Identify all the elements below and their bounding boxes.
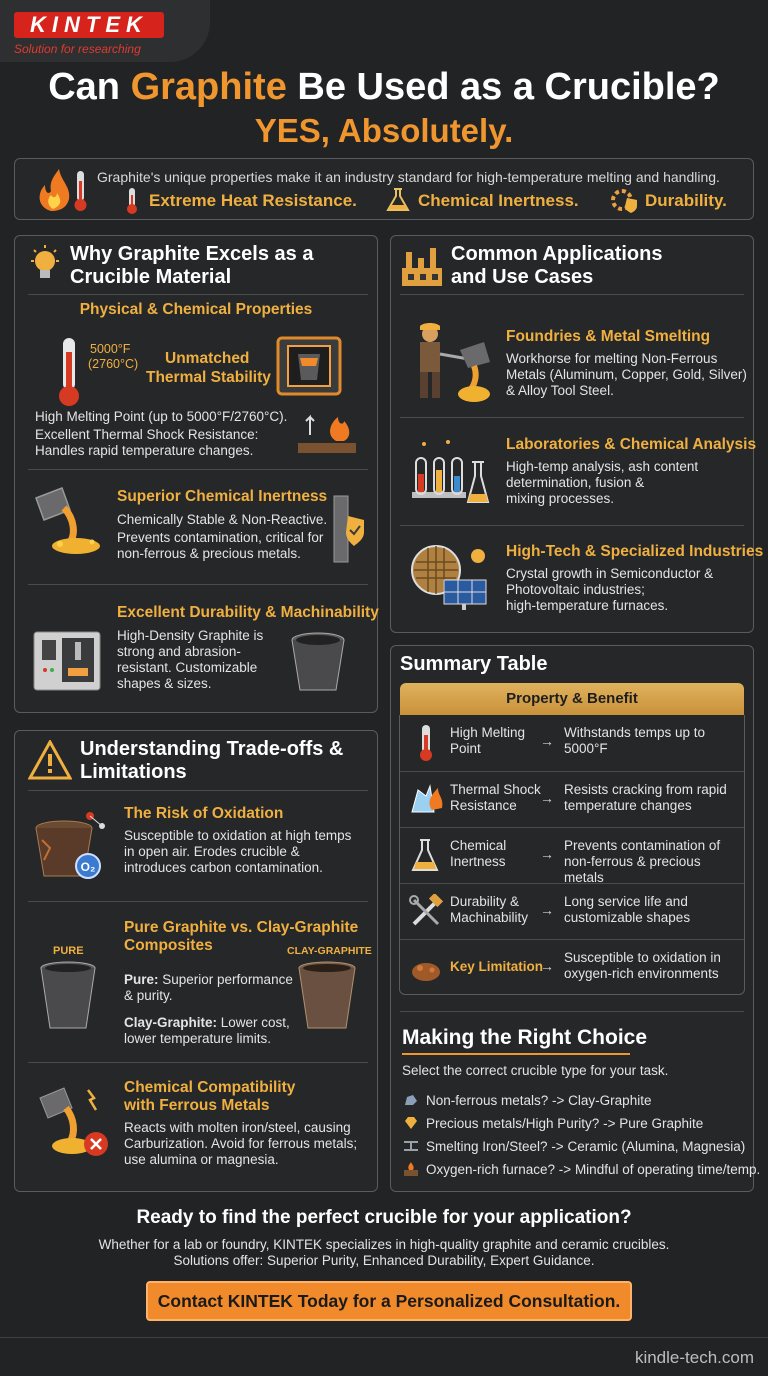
clay-graphite-crucible-icon [296, 960, 358, 1032]
application-hightech-heading: High-Tech & Specialized Industries [506, 543, 764, 560]
inertness-text-line2: Prevents contamination, critical for [117, 530, 324, 545]
physical-chemical-subheading: Physical & Chemical Properties [79, 301, 313, 318]
intro-item-inertness: Chemical Inertness. [418, 191, 579, 210]
divider [28, 901, 368, 902]
ferrous-line2: Carburization. Avoid for ferrous metals; [124, 1136, 358, 1151]
table-row [400, 715, 744, 771]
summary-table-header: Property & Benefit [400, 683, 744, 715]
diamond-icon [403, 1116, 419, 1130]
cnc-machine-icon [32, 628, 102, 694]
cta-question: Ready to find the perfect crucible for your application? [136, 1207, 632, 1228]
steel-beam-icon [403, 1139, 419, 1153]
ferrous-heading-line1: Chemical Compatibility [124, 1079, 296, 1096]
arrow-icon: → [540, 790, 554, 806]
thermal-heading-line1: Unmatched [165, 350, 250, 367]
pure-description-line1: Pure: Superior performance [124, 972, 293, 987]
tradeoffs-title-line2: Limitations [80, 761, 187, 783]
ferrous-heading-line2: with Ferrous Metals [124, 1097, 270, 1114]
oxygen-badge [74, 852, 102, 880]
thermometer-icon [56, 336, 82, 408]
durability-text-line4: shapes & sizes. [117, 676, 212, 691]
hammer-wrench-icon [408, 894, 444, 930]
intro-item-heat: Extreme Heat Resistance. [149, 191, 357, 210]
intro-panel [14, 158, 754, 220]
choice-intro: Select the correct crucible type for your task. [402, 1063, 669, 1078]
furnace-crucible-icon [276, 336, 342, 396]
row-property: Thermal Shock Resistance [450, 782, 541, 813]
oxygen-badge-text: O₂ [80, 860, 96, 874]
cta-line1: Whether for a lab or foundry, KINTEK specializes in high-quality graphite and ceramic crucibles. [98, 1237, 670, 1252]
application-hightech-line2: Photovoltaic industries; [506, 582, 645, 597]
application-hightech-line3: high-temperature furnaces. [506, 598, 669, 613]
summary-title: Summary Table [400, 653, 548, 675]
footer-divider [0, 1337, 768, 1338]
row-property: Durability & Machinability [450, 894, 529, 925]
logo-area [0, 0, 210, 62]
temp-f-label: 5000°F [90, 342, 131, 356]
application-foundries-line3: & Alloy Tool Steel. [506, 383, 614, 398]
intro-item-durability: Durability. [645, 191, 727, 210]
factory-icon [400, 244, 444, 288]
arrow-icon: → [540, 902, 554, 918]
application-labs-heading: Laboratories & Chemical Analysis [506, 436, 757, 453]
arrow-icon: → [540, 733, 554, 749]
row-benefit: Long service life and customizable shapes [564, 894, 691, 925]
divider [28, 469, 368, 470]
clay-description-line1: Clay-Graphite: Lower cost, [124, 1015, 290, 1030]
ore-icon [403, 1093, 419, 1107]
flask-icon [385, 187, 411, 213]
row-benefit: Prevents contamination of non-ferrous & precious metals [564, 838, 721, 885]
wafer-solar-panel-icon [408, 540, 492, 612]
ferrous-incompatible-icon [34, 1080, 114, 1164]
oxidation-line2: in open air. Erodes crucible & [124, 844, 300, 859]
warning-icon [28, 740, 72, 780]
lab-test-tubes-icon [408, 436, 492, 510]
thermal-text-line3: Handles rapid temperature changes. [35, 443, 254, 458]
thermal-text-line1: High Melting Point (up to 5000°F/2760°C). [35, 409, 288, 424]
ferrous-line1: Reacts with molten iron/steel, causing [124, 1120, 351, 1135]
pure-label: PURE [53, 945, 84, 957]
inertness-text-line3: non-ferrous & precious metals. [117, 546, 301, 561]
row-property: Chemical Inertness [450, 838, 507, 869]
durability-heading: Excellent Durability & Machinability [117, 604, 379, 621]
cracked-ice-flame-icon [408, 782, 446, 818]
why-title-line1: Why Graphite Excels as a [70, 243, 314, 265]
tradeoffs-title-line1: Understanding Trade-offs & [80, 738, 344, 760]
row-property: Key Limitation [450, 959, 544, 974]
application-labs-line2: determination, fusion & [506, 475, 645, 490]
choice-item: Precious metals/High Purity? -> Pure Graphite [426, 1116, 704, 1131]
inertness-text-line1: Chemically Stable & Non-Reactive. [117, 512, 328, 527]
table-row [400, 883, 744, 939]
row-benefit: Resists cracking from rapid temperature changes [564, 782, 727, 813]
foundry-worker-icon [404, 320, 496, 406]
page-subtitle: YES, Absolutely. [254, 112, 514, 149]
application-labs-line3: mixing processes. [506, 491, 615, 506]
brand-logo[interactable]: KINTEK [14, 12, 164, 38]
choice-item: Smelting Iron/Steel? -> Ceramic (Alumina, Magnesia) [426, 1139, 746, 1154]
cta-line2: Solutions offer: Superior Purity, Enhanced Durability, Expert Guidance. [173, 1253, 595, 1268]
choice-item: Oxygen-rich furnace? -> Mindful of operating time/temp. [426, 1162, 761, 1177]
flame-thermometer-icon [33, 167, 89, 213]
pure-description-line2: & purity. [124, 988, 173, 1003]
thermometer-icon [125, 187, 139, 215]
applications-title-line2: and Use Cases [451, 266, 594, 288]
arrow-icon: → [540, 846, 554, 862]
oxidation-line3: introduces carbon contamination. [124, 860, 323, 875]
application-foundries-line1: Workhorse for melting Non-Ferrous [506, 351, 718, 366]
table-row [400, 939, 744, 995]
divider [400, 417, 744, 418]
graphite-crucible-icon [288, 630, 348, 696]
divider [28, 790, 368, 791]
arrow-icon: → [540, 958, 554, 974]
divider [28, 294, 368, 295]
application-labs-line1: High-temp analysis, ash content [506, 459, 699, 474]
ferrous-line3: use alumina or magnesia. [124, 1152, 279, 1167]
furnace-fire-icon [403, 1162, 419, 1176]
temp-c-label: (2760°C) [88, 357, 139, 371]
why-title-line2: Crucible Material [70, 266, 232, 288]
row-benefit: Susceptible to oxidation in oxygen-rich environments [564, 950, 721, 981]
shield-icon [330, 494, 370, 564]
composites-heading-line1: Pure Graphite vs. Clay-Graphite [124, 919, 359, 936]
clay-graphite-label: CLAY-GRAPHITE [287, 945, 372, 957]
clay-description-line2: lower temperature limits. [124, 1031, 272, 1046]
divider [400, 1011, 744, 1012]
oxidation-heading: The Risk of Oxidation [124, 805, 284, 822]
lightbulb-icon [28, 244, 62, 284]
oxidation-icon [408, 952, 444, 984]
application-hightech-line1: Crystal growth in Semiconductor & [506, 566, 714, 581]
divider [28, 1062, 368, 1063]
thermometer-icon [416, 723, 436, 763]
inertness-heading: Superior Chemical Inertness [117, 488, 328, 505]
page-title: Can Graphite Be Used as a Crucible? [48, 66, 720, 108]
choice-underline [402, 1053, 630, 1055]
composites-heading-line2: Composites [124, 937, 213, 954]
pouring-crucible-icon [30, 484, 106, 558]
pure-graphite-crucible-icon [38, 960, 98, 1032]
table-row [400, 771, 744, 827]
divider [28, 584, 368, 585]
brand-tagline: Solution for researching [14, 42, 141, 56]
thermal-shock-icon [296, 405, 358, 457]
durability-text-line3: resistant. Customizable [117, 660, 258, 675]
divider [400, 525, 744, 526]
oxidation-line1: Susceptible to oxidation at high temps [124, 828, 352, 843]
row-property: High Melting Point [450, 725, 526, 756]
gear-shield-icon [609, 186, 639, 214]
application-foundries-line2: Metals (Aluminum, Copper, Gold, Silver) [506, 367, 747, 382]
thermal-text-line2: Excellent Thermal Shock Resistance: [35, 427, 259, 442]
footer-site-link[interactable]: kindle-tech.com [634, 1348, 754, 1367]
divider [400, 294, 744, 295]
durability-text-line2: strong and abrasion- [117, 644, 241, 659]
flask-icon [410, 838, 440, 874]
contact-button[interactable]: Contact KINTEK Today for a Personalized Consultation. [146, 1281, 632, 1321]
choice-item: Non-ferrous metals? -> Clay-Graphite [426, 1093, 652, 1108]
choice-title: Making the Right Choice [402, 1026, 648, 1049]
table-row [400, 827, 744, 883]
row-benefit: Withstands temps up to 5000°F [564, 725, 706, 756]
durability-text-line1: High-Density Graphite is [117, 628, 264, 643]
thermal-heading-line2: Thermal Stability [146, 369, 271, 386]
application-foundries-heading: Foundries & Metal Smelting [506, 328, 711, 345]
intro-text: Graphite's unique properties make it an industry standard for high-temperature melting and handling. [97, 169, 720, 185]
applications-title-line1: Common Applications [451, 243, 663, 265]
